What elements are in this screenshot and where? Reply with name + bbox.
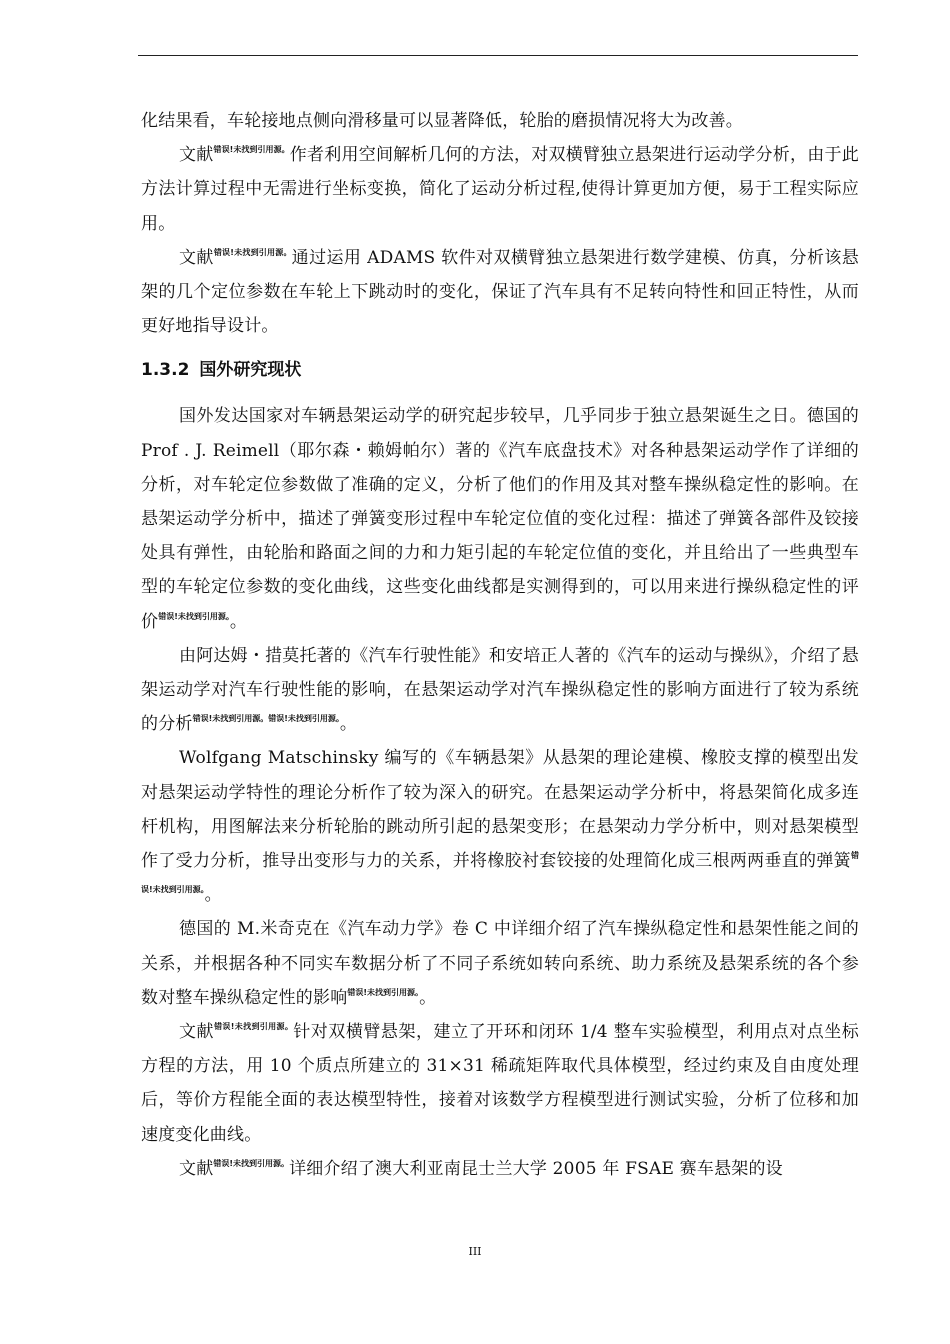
paragraph-7 [141,912,859,1015]
section-heading [141,353,859,387]
section-number: 1.3.2 [141,360,190,381]
citation-error-marker: 错误!未找到引用源。 [158,611,230,621]
paragraph-2-text: 作者利用空间解析几何的方法，对双横臂独立悬架进行运动学分析，由于此方法计算过程中无需进行坐标变换，简化了运动分析过程,使得计算更加方便，易于工程实际应用。 [141,145,859,234]
paragraph-4-tail: 。 [229,611,248,632]
paragraph-2-lead: 文献 [179,145,214,166]
paragraph-9-text: 详细介绍了澳大利亚南昆士兰大学 2005 年 FSAE 赛车悬架的设 [289,1158,783,1179]
paragraph-3-text: 通过运用 ADAMS 软件对双横臂独立悬架进行数学建模、仿真，分析该悬架的几个定位参数在车轮上下跳动时的变化，保证了汽车具有不足转向特性和回正特性，从而更好地指导设计。 [141,247,860,337]
paragraph-6-tail: 。 [204,885,222,906]
paragraph-3 [141,241,859,344]
document-body [141,104,859,1186]
paragraph-5-tail: 。 [339,714,358,735]
paragraph-4-text: 国外发达国家对车辆悬架运动学的研究起步较早，几乎同步于独立悬架诞生之日。德国的 Prof . J. Reimell（耶尔森・赖姆帕尔）著的《汽车底盘技术》对各种悬架运动学作了详细的分析，对车轮定位参数做了准确的定义，分析了他们的作用及其对整车操纵稳定性的影响。在悬架运动学分析中，描述了弹簧变形过程中车轮定位值的变化过程：描述了弹簧各部件及铰接处具有弹性，由轮胎和路面之间的力和力矩引起的车轮定位值的变化，并且给出了一些典型车型的车轮定位参数的变化曲线，这些变化曲线都是实测得到的，可以用来进行操纵稳定性的评价 [141,406,859,632]
citation-error-marker: 错误!未找到引用源。 [213,145,290,155]
citation-error-marker: 错误!未找到引用源。 [214,1022,294,1032]
paragraph-2 [141,138,859,241]
paragraph-7-tail: 。 [419,987,437,1008]
paragraph-9 [141,1152,859,1186]
paragraph-5-text: 由阿达姆・措莫托著的《汽车行驶性能》和安培正人著的《汽车的运动与操纵》，介绍了悬架运动学对汽车行驶性能的影响，在悬架运动学对汽车操纵稳定性的影响方面进行了较为系统的分析 [141,645,859,735]
paragraph-3-lead: 文献 [179,247,214,268]
paragraph-8-text: 针对双横臂悬架，建立了开环和闭环 1/4 整车实验模型，利用点对点坐标方程的方法，用 10 个质点所建立的 31×31 稀疏矩阵取代具体模型，经过约束及自由度处理后，等价方程能全面的表达模型特性，接着对该数学方程模型进行测试实验，分析了位移和加速度变化曲线。 [141,1022,859,1145]
paragraph-5 [141,639,859,742]
citation-error-marker: 错误!未找到引用源。 [141,851,859,895]
paragraph-9-lead: 文献 [179,1158,214,1179]
paragraph-6-text: Wolfgang Matschinsky 编写的《车辆悬架》从悬架的理论建模、橡胶支撑的模型出发对悬架运动学特性的理论分析作了较为深入的研究。在悬架运动学分析中，将悬架简化成多连杆机构，用图解法来分析轮胎的跳动所引起的悬架变形；在悬架动力学分析中，则对悬架模型作了受力分析，推导出变形与力的关系，并将橡胶衬套铰接的处理简化成三根两两垂直的弹簧 [141,748,859,872]
paragraph-7-text: 德国的 M.米奇克在《汽车动力学》卷 C 中详细介绍了汽车操纵稳定性和悬架性能之间的关系，并根据各种不同实车数据分析了不同子系统如转向系统、助力系统及悬架系统的各个参数对整车操纵稳定性的影响 [141,919,859,1008]
paragraph-8-lead: 文献 [179,1022,215,1043]
citation-error-marker: 错误!未找到引用源。 [213,247,292,257]
citation-error-marker: 错误!未找到引用源。 [347,987,420,997]
paragraph-1-text: 化结果看，车轮接地点侧向滑移量可以显著降低，轮胎的磨损情况将大为改善。 [141,111,743,131]
citation-error-marker: 错误!未找到引用源。 [268,714,340,724]
section-title: 国外研究现状 [199,360,302,381]
paragraph-1 [141,104,859,138]
header-rule [138,55,858,56]
paragraph-6 [141,741,859,912]
page-number: III [468,1245,482,1258]
paragraph-8 [141,1015,859,1152]
citation-error-marker: 错误!未找到引用源。 [213,1158,290,1168]
paragraph-4 [141,399,859,638]
citation-error-marker: 错误!未找到引用源。 [192,714,269,724]
